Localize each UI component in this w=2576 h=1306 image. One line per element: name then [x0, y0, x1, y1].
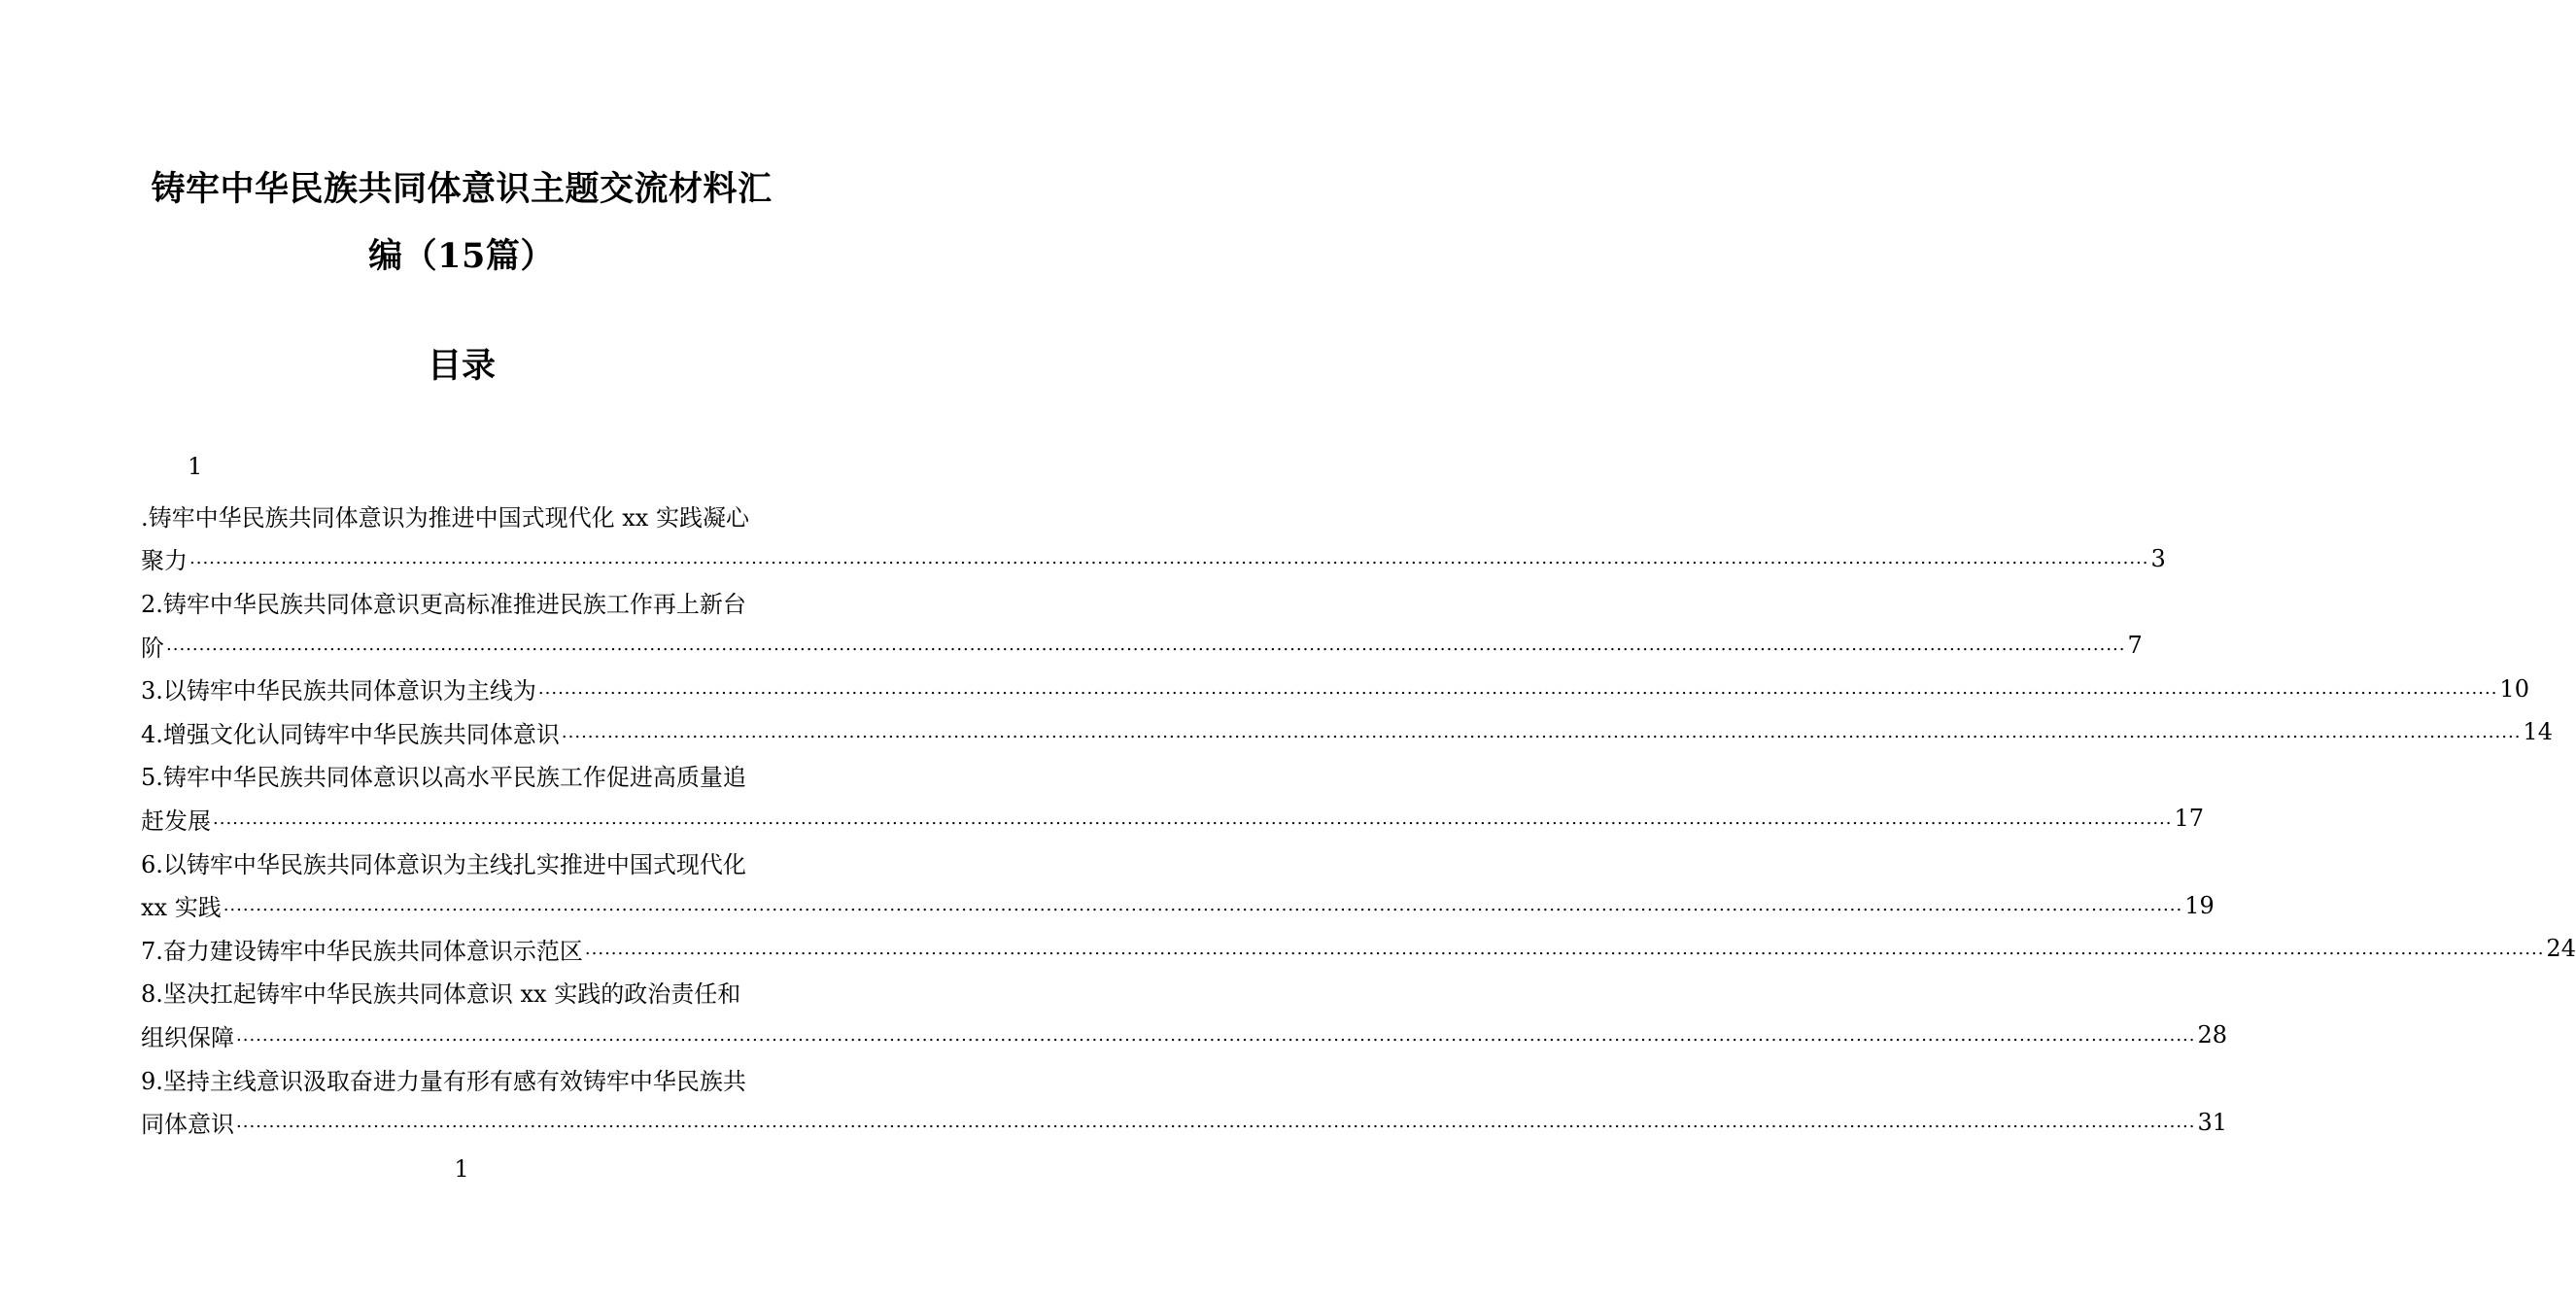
toc-entry-text: 8.坚决扛起铸牢中华民族共同体意识 xx 实践的政治责任和	[141, 980, 741, 1009]
toc-entry-text: 9.坚持主线意识汲取奋进力量有形有感有效铸牢中华民族共	[141, 1067, 746, 1095]
toc-entry-line[interactable]	[141, 883, 2215, 927]
toc-entry-line[interactable]	[141, 797, 2205, 841]
toc-entry-line[interactable]	[141, 624, 2143, 668]
toc-entry-page-number: 10	[2499, 674, 2529, 703]
toc-dot-leader: ............................................................................................................................................................................................................................................................................................................	[584, 938, 2545, 959]
toc-entry-line[interactable]	[141, 710, 2553, 754]
toc-dot-leader: ............................................................................................................................................................................................................................................................................................................	[189, 548, 2149, 569]
toc-entry-line[interactable]	[141, 754, 782, 798]
toc-entry-text: 2.铸牢中华民族共同体意识更高标准推进民族工作再上新台	[141, 590, 746, 618]
document-title-line-1: 铸牢中华民族共同体意识主题交流材料汇	[151, 169, 773, 209]
toc-entry-line[interactable]	[141, 667, 2529, 710]
toc-entry-page-number: 7	[2127, 632, 2143, 660]
toc-entry-text: 赶发展	[141, 807, 211, 835]
toc-dot-leader: ............................................................................................................................................................................................................................................................................................................	[236, 1024, 2196, 1046]
toc-entry-line[interactable]	[141, 580, 782, 624]
toc-entry-text: 3.以铸牢中华民族共同体意识为主线为	[141, 677, 536, 705]
toc-entry-text: 阶	[141, 634, 164, 662]
toc-entry-line[interactable]	[141, 1057, 782, 1101]
toc-entry-line[interactable]	[141, 971, 782, 1014]
toc-entry-text: 7.奋力建设铸牢中华民族共同体意识示范区	[141, 937, 583, 965]
toc-entry-page-number: 19	[2184, 891, 2215, 919]
toc-dot-leader: ............................................................................................................................................................................................................................................................................................................	[166, 635, 2126, 656]
table-of-contents	[141, 494, 2576, 1144]
toc-entry-line[interactable]	[141, 1014, 2228, 1057]
toc-entry-text: 组织保障	[141, 1023, 234, 1051]
toc-heading: 目录	[427, 346, 496, 386]
toc-entry-line[interactable]	[141, 927, 2576, 971]
toc-first-item-number: 1	[188, 453, 203, 480]
toc-entry-line[interactable]	[141, 1100, 2228, 1144]
toc-entry-line[interactable]	[141, 841, 782, 884]
toc-entry-text: .铸牢中华民族共同体意识为推进中国式现代化 xx 实践凝心	[141, 503, 749, 532]
toc-entry-page-number: 3	[2150, 544, 2166, 572]
toc-dot-leader: ............................................................................................................................................................................................................................................................................................................	[213, 808, 2173, 829]
toc-entry-text: 聚力	[141, 547, 188, 575]
toc-dot-leader: ............................................................................................................................................................................................................................................................................................................	[537, 677, 2498, 699]
toc-entry-text: xx 实践	[141, 894, 222, 922]
toc-entry-text: 6.以铸牢中华民族共同体意识为主线扎实推进中国式现代化	[141, 850, 746, 878]
toc-entry-text: 4.增强文化认同铸牢中华民族共同体意识	[141, 720, 560, 748]
toc-dot-leader: ............................................................................................................................................................................................................................................................................................................	[561, 721, 2522, 742]
toc-dot-leader: ............................................................................................................................................................................................................................................................................................................	[236, 1111, 2196, 1132]
page-number-footer: 1	[454, 1155, 469, 1183]
toc-entry-page-number: 28	[2197, 1021, 2228, 1049]
toc-entry-page-number: 17	[2174, 805, 2205, 833]
toc-entry-text: 同体意识	[141, 1111, 234, 1139]
document-title-line-2: 编（15篇）	[368, 236, 555, 276]
toc-entry-line[interactable]	[141, 537, 2166, 581]
toc-entry-page-number: 14	[2523, 718, 2553, 746]
toc-entry-page-number: 24	[2546, 935, 2576, 963]
toc-entry-text: 5.铸牢中华民族共同体意识以高水平民族工作促进高质量追	[141, 764, 746, 792]
toc-entry-page-number: 31	[2197, 1108, 2228, 1136]
toc-entry-line[interactable]	[141, 494, 782, 537]
toc-dot-leader: ............................................................................................................................................................................................................................................................................................................	[223, 894, 2183, 915]
